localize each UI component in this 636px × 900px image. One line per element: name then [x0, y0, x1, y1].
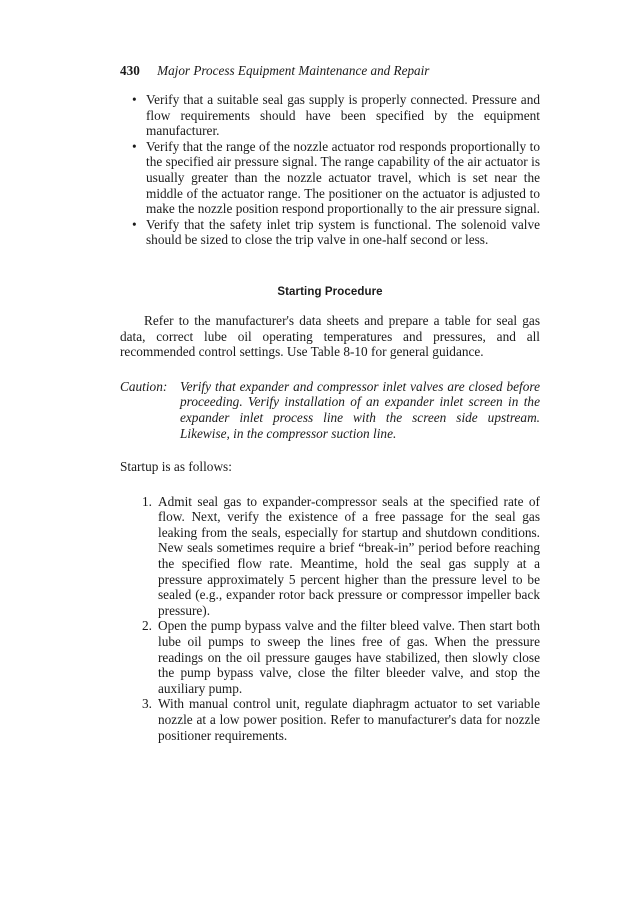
caution-note — [120, 379, 540, 441]
bullet-item — [120, 92, 540, 139]
step-text: With manual control unit, regulate diaphragm actuator to set variable nozzle at a low power position. Refer to manufacturer's data for nozzle positioner requirements. — [158, 696, 540, 743]
step-item — [120, 696, 540, 743]
bullet-icon: • — [132, 92, 137, 107]
caution-label: Caution: — [120, 378, 168, 394]
bullet-icon: • — [132, 216, 137, 232]
step-text: Open the pump bypass valve and the filter bleed valve. Then start both lube oil pumps to sweep the lines free of gas. When the pressure readings on the oil pressure gauges have stabilized, then slowly close the pump bypass valve, close the filter bleeder valve, and stop the auxiliary pump. — [158, 618, 540, 696]
startup-steps-list — [120, 494, 540, 744]
step-text: Admit seal gas to expander-compressor seals at the specified rate of flow. Next, verify the existence of a free passage for the seal gas leaking from the seals, especially for startup and shutdown conditions. New seals sometimes require a brief “break-in” period before reaching the specified flow rate. Meantime, hold the seal gas supply at a pressure approximately 5 percent higher than the pressure level to be sealed (e.g., expander rotor back pressure or compressor impeller back pressure). — [158, 493, 540, 618]
caution-text: Verify that expander and compressor inlet valves are closed before proceeding. Verify installation of an expander inlet screen in the expander inlet process line with the screen side upstream. Likewise, in the compressor suction line. — [180, 378, 540, 441]
running-title: Major Process Equipment Maintenance and Repair — [157, 63, 430, 78]
step-item — [120, 494, 540, 619]
section-heading: Starting Procedure — [277, 285, 383, 298]
bullet-text: Verify that the range of the nozzle actuator rod responds proportionally to the specified air pressure signal. The range capability of the air actuator is usually greater than the nozzle actuator travel, which is set near the middle of the actuator range. The positioner on the actuator is adjusted to make the nozzle position respond proportionally to the air pressure signal. — [146, 138, 541, 217]
running-header — [120, 62, 540, 80]
bullet-icon: • — [132, 138, 137, 154]
section-intro-paragraph: Refer to the manufacturer's data sheets and prepare a table for seal gas data, correct lube oil operating temperatures and pressures, and all recommended control settings. Use Table 8-10 for general guidance. — [120, 312, 540, 360]
verification-bullet-list — [120, 92, 540, 248]
step-item — [120, 618, 540, 696]
book-page — [120, 62, 540, 743]
startup-intro: Startup is as follows: — [120, 459, 232, 475]
bullet-text: Verify that the safety inlet trip system is functional. The solenoid valve should be sized to close the trip valve in one-half second or less. — [146, 216, 540, 248]
bullet-item — [120, 217, 540, 248]
step-number: 1. — [142, 493, 152, 509]
step-number: 3. — [142, 696, 152, 712]
bullet-item — [120, 139, 540, 217]
bullet-text: Verify that a suitable seal gas supply is properly connected. Pressure and flow requirements should have been specified by the equipment manufacturer. — [146, 92, 540, 139]
step-number: 2. — [142, 618, 152, 634]
page-number: 430 — [120, 63, 140, 78]
